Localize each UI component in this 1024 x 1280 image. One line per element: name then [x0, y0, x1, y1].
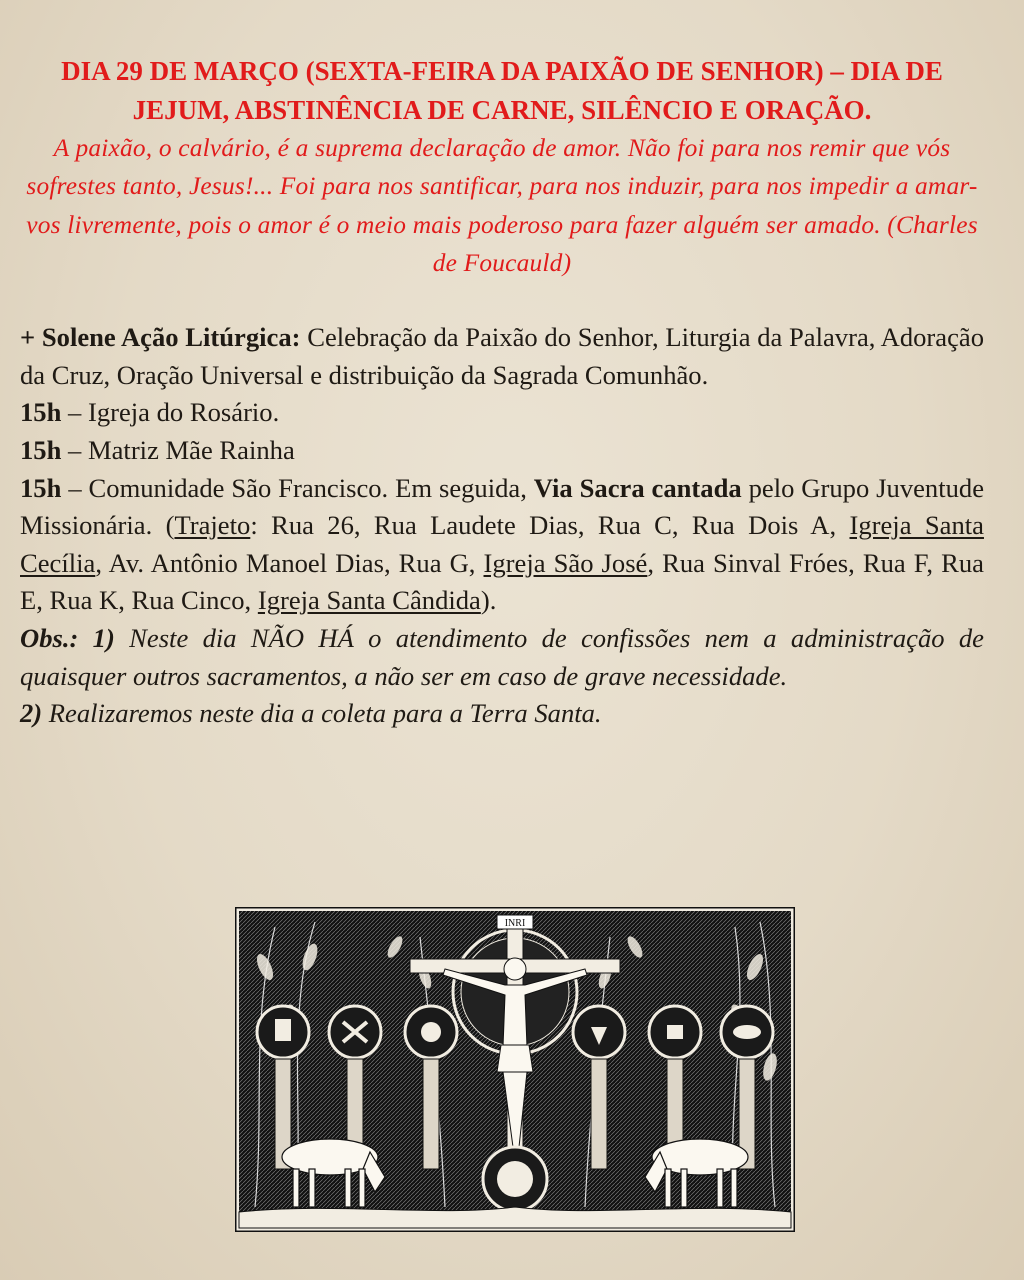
route-text: , Rua Sinval Fróes, Rua F, Rua E, Rua K, Rua Cinco,	[20, 547, 984, 616]
liturgy-text: Celebração da Paixão do Senhor, Liturgia da Palavra, Adoração da Cruz, Oração Universal e distribuição da Sagrada Comunhão.	[20, 322, 985, 390]
liturgy-paragraph	[20, 319, 984, 394]
schedule-time: 15h	[20, 472, 62, 503]
obs-paragraph	[20, 695, 984, 733]
group-text: pelo Grupo Juventude Missionária. (	[20, 472, 985, 541]
schedule-place: – Igreja do Rosário.	[61, 397, 280, 428]
schedule-line	[20, 432, 984, 470]
church-santa-candida: Igreja Santa Cândida	[257, 585, 481, 616]
obs-number: 1)	[78, 622, 115, 653]
via-sacra-paragraph	[20, 470, 984, 620]
via-sacra-label: Via Sacra cantada	[533, 472, 742, 503]
crucifixion-engraving	[235, 907, 795, 1232]
route-text: ).	[480, 585, 497, 616]
schedule-line	[20, 394, 984, 432]
obs-text: Realizaremos neste dia a coleta para a Terra Santa.	[42, 698, 602, 729]
announcement-body	[20, 319, 984, 733]
foucauld-quote: A paixão, o calvário, é a suprema declaração de amor. Não foi para nos remir que vós sofrestes tanto, Jesus!... Foi para nos santificar, para nos induzir, para nos impedir a amar-vos livremente, pois o amor é o meio mais poderoso para fazer alguém ser amado. (Charles de Foucauld)	[26, 134, 978, 277]
obs-text: Neste dia NÃO HÁ o atendimento de confissões nem a administração de quaisquer outros sacramentos, a não ser em caso de grave necessidade.	[20, 622, 984, 691]
flyer-page	[20, 52, 984, 733]
route-text: , Av. Antônio Manoel Dias, Rua G,	[95, 547, 484, 578]
trajeto-label: Trajeto	[174, 510, 251, 541]
schedule-time: 15h	[20, 397, 62, 428]
liturgy-label: + Solene Ação Litúrgica:	[20, 322, 301, 353]
church-sao-jose: Igreja São José	[483, 547, 648, 578]
obs-paragraph	[20, 620, 984, 695]
page-title: DIA 29 DE MARÇO (SEXTA-FEIRA DA PAIXÃO DE SENHOR) – DIA DE JEJUM, ABSTINÊNCIA DE CARNE, SILÊNCIO E ORAÇÃO.	[61, 56, 943, 125]
obs-number: 2)	[20, 698, 43, 729]
schedule-time: 15h	[20, 434, 62, 465]
obs-label: Obs.:	[20, 622, 79, 653]
schedule-place: – Matriz Mãe Rainha	[61, 434, 295, 465]
community-text: – Comunidade São Francisco. Em seguida,	[61, 472, 534, 503]
church-santa-cecilia: Igreja Santa Cecília	[20, 510, 984, 578]
route-text: : Rua 26, Rua Laudete Dias, Rua C, Rua Dois A,	[250, 510, 850, 541]
inri-inscription: INRI	[504, 918, 526, 929]
